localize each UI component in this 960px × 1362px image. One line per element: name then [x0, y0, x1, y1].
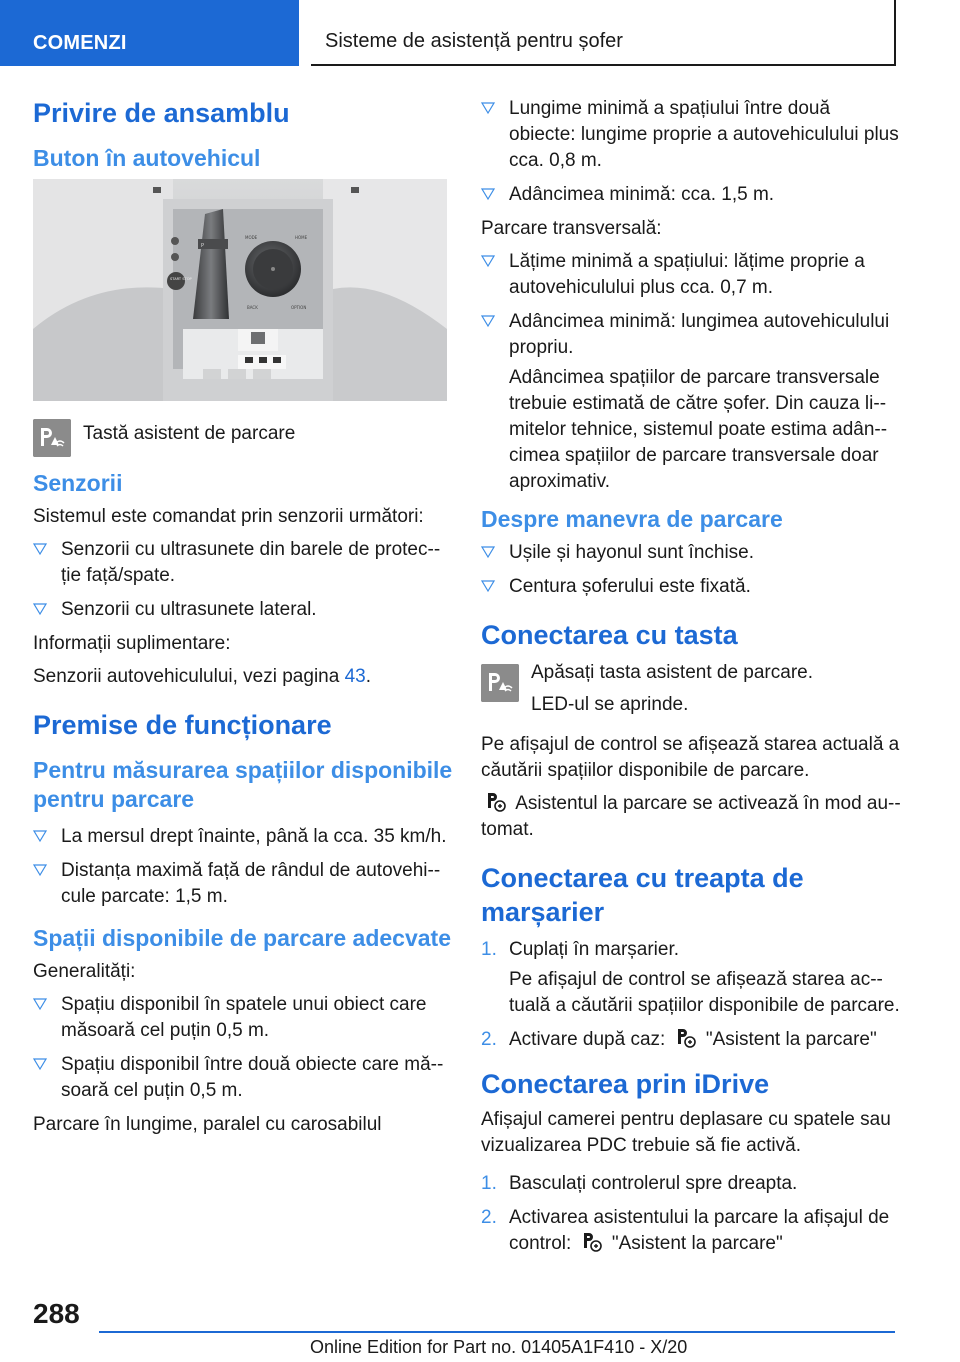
- parallel-parking-label: Parcare în lungime, paralel cu carosabilul: [33, 1114, 382, 1135]
- parking-symbol-icon: [675, 1027, 697, 1049]
- transverse-note: Adâncimea spațiilor de parcare transversale trebuie estimată de către șofer. Din cauza li-mitelor tehnice, sistemul poate estima adân-cimea spațiilor de parcare transversale doar aproximativ.: [509, 367, 888, 492]
- list-item: Ușile și hayonul sunt închise.: [481, 540, 901, 566]
- parking-assistant-icon: [481, 664, 519, 702]
- heading-connect-idrive: Conectarea prin iDrive: [481, 1069, 770, 1099]
- list-item: Spațiu disponibil între două obiecte care mă-soară cel puțin 0,5 m.: [33, 1052, 453, 1104]
- parallel-list: [481, 96, 901, 208]
- page-number: 288: [33, 1298, 80, 1329]
- step-number: 2.: [481, 1207, 497, 1228]
- right-column: [481, 96, 901, 1265]
- heading-measure-spaces: Pentru măsurarea spațiilor disponibile pentru parcare: [33, 757, 453, 812]
- key-caption: Tastă asistent de parcare: [83, 423, 296, 444]
- page-header: [0, 0, 960, 66]
- heading-button-in-vehicle: Buton în autovehicul: [33, 145, 261, 171]
- list-item: Adâncimea minimă: lungimea autovehiculului propriu. Adâncimea spațiilor de parcare transversale trebuie estimată de către șofer. Din cauza li-mitelor tehnice, sistemul poate estima adân-cimea spațiilor de parcare transversale doar aproximativ.: [481, 309, 901, 495]
- center-console-photo: [33, 179, 447, 401]
- list-item: Adâncimea minimă: cca. 1,5 m.: [481, 182, 901, 208]
- step-number: 1.: [481, 1173, 497, 1194]
- heading-connect-reverse: Conectarea cu treapta de marșarier: [481, 863, 804, 927]
- list-item: 2. Activare după caz: "Asistent la parcare": [481, 1027, 901, 1053]
- general-label: Generalități:: [33, 961, 136, 982]
- parking-symbol-icon: [581, 1231, 603, 1253]
- heading-connect-key: Conectarea cu tasta: [481, 620, 738, 650]
- heading-suitable-spaces: Spații disponibile de parcare adecvate: [33, 925, 451, 951]
- sensors-intro: Sistemul este comandat prin senzorii următori:: [33, 506, 424, 527]
- section-tab: COMENZI: [0, 0, 299, 66]
- list-item: La mersul drept înainte, până la cca. 35 km/h.: [33, 824, 453, 850]
- start-stop-label: START STOP: [170, 277, 192, 281]
- heading-overview: Privire de ansamblu: [33, 98, 290, 128]
- list-item: Centura șoferului este fixată.: [481, 574, 901, 600]
- idrive-intro: Afișajul camerei pentru deplasare cu spatele sau vizualizarea PDC trebuie să fie activă.: [481, 1109, 891, 1156]
- step-number: 1.: [481, 939, 497, 960]
- sensors-list: [33, 537, 453, 623]
- general-list: [33, 992, 453, 1104]
- transverse-list: [481, 249, 901, 495]
- activated-text: Asistentul la parcare se activează în mod au-tomat.: [481, 793, 901, 840]
- option-label: OPTION: [291, 305, 307, 310]
- measure-list: [33, 824, 453, 910]
- chapter-title: Sisteme de asistență pentru șofer: [311, 0, 896, 66]
- maneuver-list: [481, 540, 901, 600]
- sensors-reference: Senzorii autovehiculului, vezi pagina 43.: [33, 666, 372, 687]
- parking-symbol-icon: [485, 791, 507, 813]
- step-detail: Pe afișajul de control se afișează starea ac-tuală a căutării spațiilor disponibile de parcare.: [509, 969, 900, 1016]
- transverse-label: Parcare transversală:: [481, 218, 662, 239]
- home-label: HOME: [295, 235, 308, 240]
- key-steps-row: [481, 660, 901, 718]
- heading-premises: Premise de funcționare: [33, 710, 332, 740]
- idrive-steps: [481, 1171, 901, 1257]
- list-item: Senzorii cu ultrasunete din barele de protec-ție față/spate.: [33, 537, 453, 589]
- list-item: Senzorii cu ultrasunete lateral.: [33, 597, 453, 623]
- list-item: 1. Cuplați în marșarier. Pe afișajul de control se afișează starea ac-tuală a căutării spațiilor disponibile de parcare.: [481, 937, 901, 1019]
- svg-text:P: P: [201, 243, 205, 249]
- list-item: Spațiu disponibil în spatele unui obiect care măsoară cel puțin 0,5 m.: [33, 992, 453, 1044]
- heading-sensors: Senzorii: [33, 470, 123, 496]
- footer-edition: Online Edition for Part no. 01405A1F410 - X/20: [310, 1337, 688, 1357]
- list-item: Distanța maximă față de rândul de autovehi-cule parcate: 1,5 m.: [33, 858, 453, 910]
- key-step-led: LED-ul se aprinde.: [531, 694, 689, 715]
- list-item: Lățime minimă a spațiului: lățime proprie a autovehiculului plus cca. 0,7 m.: [481, 249, 901, 301]
- step-number: 2.: [481, 1029, 497, 1050]
- list-item: Lungime minimă a spațiului între două obiecte: lungime proprie a autovehiculului plus cca. 0,8 m.: [481, 96, 901, 174]
- more-info-label: Informații suplimentare:: [33, 633, 231, 654]
- parking-assistant-icon: [33, 419, 71, 457]
- display-status-text: Pe afișajul de control se afișează starea actuală a căutării spațiilor disponibile de parcare.: [481, 734, 900, 781]
- list-item: 2. Activarea asistentului la parcare la afișajul de control: "Asistent la parcare": [481, 1207, 890, 1254]
- footer-rule: [99, 1331, 895, 1333]
- key-caption-row: [33, 415, 453, 455]
- heading-maneuver: Despre manevra de parcare: [481, 506, 783, 532]
- page-link[interactable]: 43: [344, 666, 366, 687]
- back-label: BACK: [247, 305, 258, 310]
- list-item: 1. Basculați controlerul spre dreapta.: [481, 1171, 901, 1197]
- key-step-press: Apăsați tasta asistent de parcare.: [531, 662, 813, 683]
- left-column: [33, 96, 453, 1145]
- reverse-steps: [481, 937, 901, 1053]
- mode-label: MODE: [245, 235, 258, 240]
